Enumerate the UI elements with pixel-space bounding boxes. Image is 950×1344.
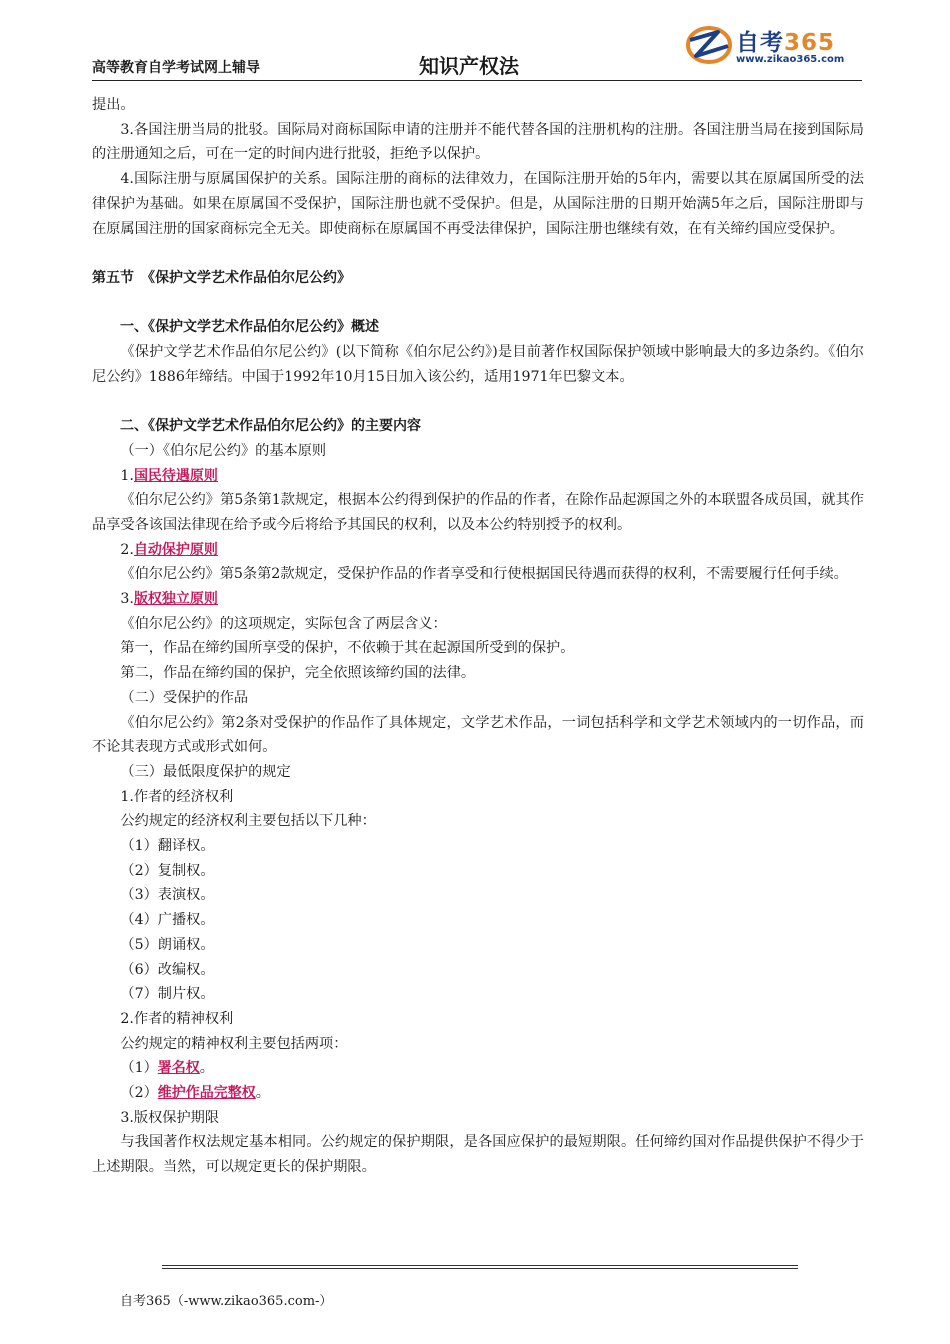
logo-number: 365: [784, 30, 836, 56]
paragraph-protected-works: 《伯尔尼公约》第2条对受保护的作品作了具体规定，文学艺术作品，一词包括科学和文学艺术领域内的一切作品，而不论其表现方式或形式如何。: [92, 714, 864, 756]
keyword-national-treatment: 国民待遇原则: [133, 467, 218, 484]
keyword-right-of-attribution: 署名权: [157, 1060, 200, 1077]
list-marker: （2）: [120, 1085, 158, 1102]
paragraph-protection-term: 与我国著作权法规定基本相同。公约规定的保护期限，是各国应保护的最短期限。任何缔约国对作品提供保护不得少于上述期限。当然，可以规定更长的保护期限。: [92, 1134, 864, 1176]
list-item: （1）翻译权。: [120, 838, 215, 855]
paragraph-overview: 《保护文学艺术作品伯尔尼公约》(以下简称《伯尔尼公约》)是目前著作权国际保护领域中影响最大的多边条约。《伯尔尼公约》1886年缔结。中国于1992年10月15日加入该公约，适用1971年巴黎文本。: [92, 344, 864, 385]
paragraph-continued: 提出。: [92, 97, 135, 113]
logo-name: [736, 24, 835, 57]
list-item: （3）表演权。: [120, 887, 215, 904]
list-marker: （1）: [120, 1060, 158, 1077]
paragraph-economic-rights-intro: 公约规定的经济权利主要包括以下几种：: [120, 813, 376, 830]
paragraph-second-meaning: 第二，作品在缔约国的保护，完全依照该缔约国的法律。: [120, 665, 476, 682]
paragraph-automatic-protection: 《伯尔尼公约》第5条第2款规定，受保护作品的作者享受和行使根据国民待遇而获得的权利，不需要履行任何手续。: [120, 566, 848, 583]
paragraph-national-treatment: 《伯尔尼公约》第5条第1款规定，根据本公约得到保护的作品的作者，在除作品起源国之外的本联盟各成员国，就其作品享受各该国法律现在给予或今后将给予其国民的权利，以及本公约特别授予的权利。: [92, 492, 864, 533]
zikao365-logo: [686, 20, 856, 72]
page-header: [92, 20, 862, 81]
subsection-heading-1: 一、《保护文学艺术作品伯尔尼公约》概述: [120, 319, 379, 336]
list-item: （6）改编权。: [120, 961, 215, 978]
list-item: （4）广播权。: [120, 912, 215, 929]
list-item: （5）朗诵权。: [120, 936, 215, 953]
paragraph-moral-rights-intro: 公约规定的精神权利主要包括两项：: [120, 1035, 348, 1052]
paragraph-independence-intro: 《伯尔尼公约》的这项规定，实际包含了两层含义：: [120, 615, 447, 632]
principle-3-heading: [92, 587, 864, 612]
logo-url: www.zikao365.com: [736, 54, 845, 65]
keyword-automatic-protection: 自动保护原则: [133, 541, 218, 558]
list-punct: 。: [255, 1085, 270, 1102]
section-heading: 第五节 《保护文学艺术作品伯尔尼公约》: [92, 269, 351, 286]
logo-text: 自考: [736, 30, 784, 56]
principle-number: 1.: [120, 467, 134, 484]
heading-protected-works: （二）受保护的作品: [120, 689, 249, 706]
footer-text: 自考365（-www.zikao365.com-）: [120, 1294, 333, 1309]
heading-basic-principles: （一）《伯尔尼公约》的基本原则: [120, 442, 327, 459]
list-item: （7）制片权。: [120, 986, 215, 1003]
keyword-right-of-integrity: 维护作品完整权: [157, 1085, 256, 1102]
document-body: [92, 93, 864, 1180]
header-course-title: 知识产权法: [419, 54, 519, 78]
subsection-heading-2: 二、《保护文学艺术作品伯尔尼公约》的主要内容: [120, 418, 421, 435]
heading-economic-rights: 1.作者的经济权利: [120, 788, 234, 805]
keyword-copyright-independence: 版权独立原则: [133, 591, 218, 608]
heading-protection-term: 3.版权保护期限: [120, 1109, 220, 1126]
list-punct: 。: [199, 1060, 214, 1077]
principle-number: 3.: [120, 591, 134, 608]
heading-moral-rights: 2.作者的精神权利: [120, 1010, 234, 1027]
principle-1-heading: [92, 464, 864, 489]
moral-right-2: [92, 1081, 864, 1106]
moral-right-1: [92, 1056, 864, 1081]
principle-2-heading: [92, 538, 864, 563]
list-item: （2）复制权。: [120, 862, 215, 879]
principle-number: 2.: [120, 541, 134, 558]
paragraph-first-meaning: 第一，作品在缔约国所享受的保护，不依赖于其在起源国所受到的保护。: [120, 640, 575, 657]
swoosh-logo-icon: [686, 22, 734, 66]
paragraph-item-4: 4.国际注册与原属国保护的关系。国际注册的商标的法律效力，在国际注册开始的5年内，需要以其在原属国所受的法律保护为基础。如果在原属国不受保护，国际注册也就不受保护。但是，从国际注册的日期开始满5年之后，国际注册即与在原属国注册的国家商标完全无关。即使商标在原属国不再受法律保护，国际注册也继续有效，在有关缔约国应受保护。: [92, 171, 864, 237]
header-left-title: 高等教育自学考试网上辅导: [92, 60, 260, 76]
heading-minimum-protection: （三）最低限度保护的规定: [120, 763, 291, 780]
footer-divider: [162, 1265, 798, 1269]
paragraph-item-3: 3.各国注册当局的批驳。国际局对商标国际申请的注册并不能代替各国的注册机构的注册。各国注册当局在接到国际局的注册通知之后，可在一定的时间内进行批驳，拒绝予以保护。: [92, 121, 864, 163]
